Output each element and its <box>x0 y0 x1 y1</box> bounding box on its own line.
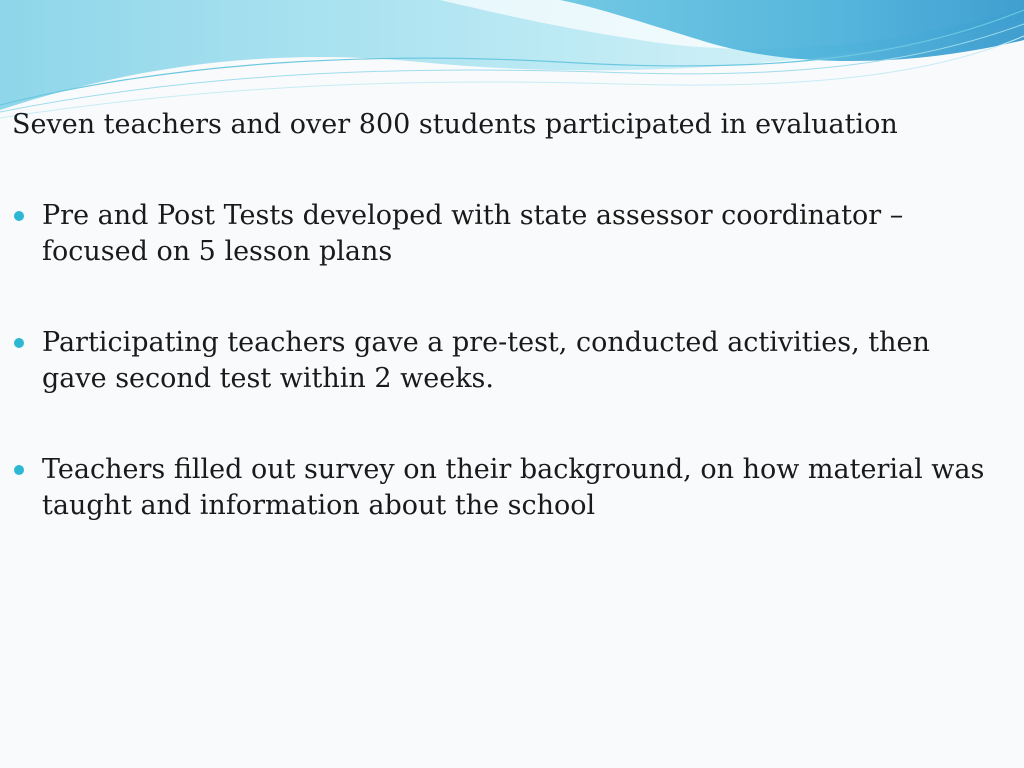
bullet-dot-icon <box>14 338 24 348</box>
list-item <box>12 452 1002 524</box>
bullet-dot-icon <box>14 211 24 221</box>
list-item <box>12 107 1002 143</box>
list-item <box>12 325 1002 397</box>
bullet-list <box>12 107 1002 579</box>
bullet-dot-icon <box>14 465 24 475</box>
list-item <box>12 198 1002 270</box>
list-item-text: Seven teachers and over 800 students participated in evaluation <box>12 109 898 140</box>
list-item-text: Pre and Post Tests developed with state assessor coordinator – focused on 5 lesson plans <box>42 200 904 267</box>
list-item-text: Participating teachers gave a pre-test, conducted activities, then gave second test within 2 weeks. <box>42 327 930 394</box>
list-item-text: Teachers filled out survey on their background, on how material was taught and information about the school <box>42 454 985 521</box>
